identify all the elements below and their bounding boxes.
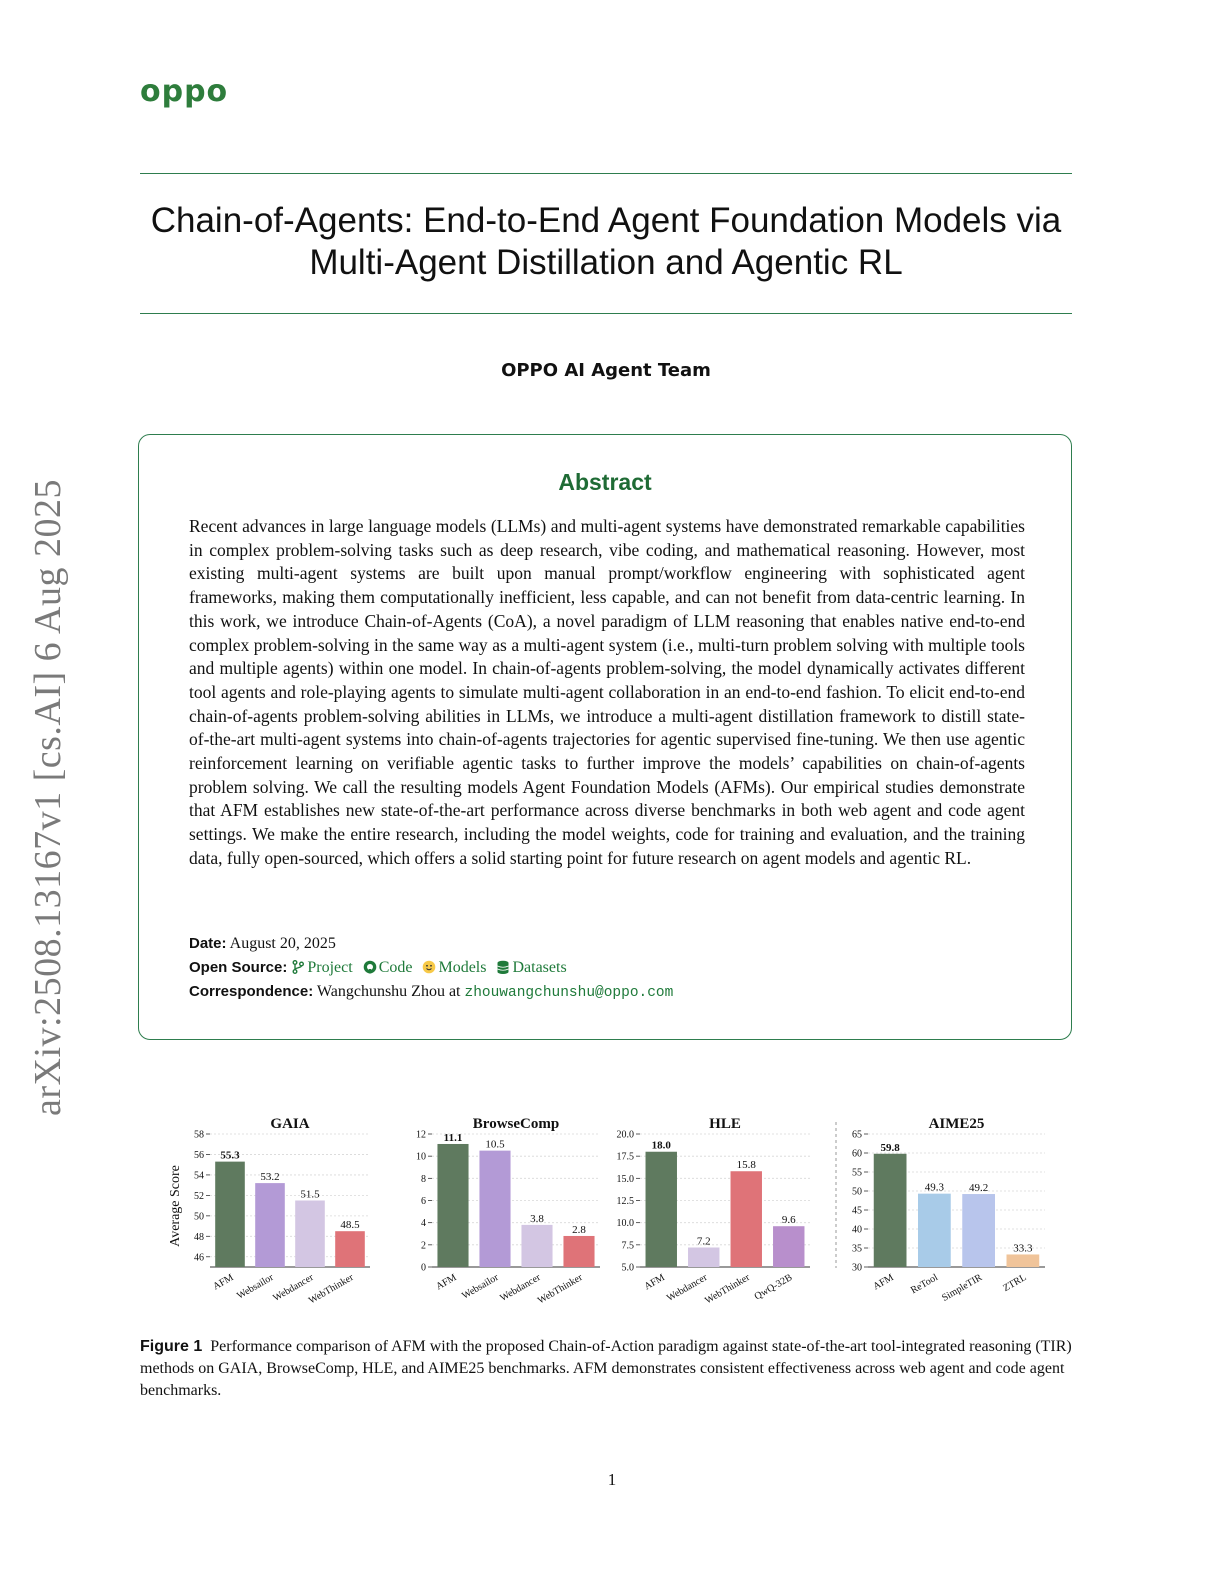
y-tick-label: 2 [421, 1240, 426, 1252]
figure-y-axis-label: Average Score [168, 1165, 183, 1247]
y-tick-label: 12 [416, 1129, 426, 1141]
y-tick-label: 60 [852, 1148, 862, 1160]
y-tick-label: 30 [852, 1262, 862, 1274]
data-label: 55.3 [220, 1149, 240, 1162]
open-source-label: Open Source: [189, 959, 288, 976]
correspondence-label: Correspondence: [189, 983, 314, 1000]
figure-charts [150, 1108, 1070, 1318]
arxiv-stamp: arXiv:2508.13167v1 [cs.AI] 6 Aug 2025 [27, 479, 69, 1116]
bar [646, 1152, 677, 1267]
bottom-rule [140, 313, 1072, 314]
data-label: 2.8 [572, 1223, 586, 1236]
git-branch-icon [291, 960, 305, 974]
caption-text: Performance comparison of AFM with the proposed Chain-of-Action paradigm against state-of-the-art tool-integrated reasoning (TIR) methods on GAIA, BrowseComp, HLE, and AIME25 benchmarks. AFM demonstrates consistent effectiveness across web agent and code agent benchmarks. [140, 1338, 1072, 1399]
data-label: 48.5 [340, 1219, 360, 1232]
hugging-face-icon [422, 960, 436, 974]
chart-title: HLE [709, 1116, 741, 1132]
open-source-line [189, 959, 567, 977]
bar [773, 1226, 804, 1267]
y-tick-label: 54 [194, 1170, 204, 1182]
y-tick-label: 40 [852, 1224, 862, 1236]
y-tick-label: 52 [194, 1190, 204, 1202]
y-tick-label: 58 [194, 1129, 204, 1141]
bar [295, 1201, 325, 1268]
x-tick-label: Webdancer [271, 1272, 316, 1304]
y-tick-label: 12.5 [616, 1196, 634, 1207]
y-tick-label: 20.0 [616, 1129, 634, 1141]
data-label: 15.8 [736, 1159, 756, 1172]
bar [1007, 1254, 1040, 1267]
data-label: 59.8 [880, 1141, 900, 1154]
y-tick-label: 55 [852, 1167, 862, 1179]
abstract-text: Recent advances in large language models (LLMs) and multi-agent systems have demonstrated remarkable capabilities in complex problem-solving tasks such as deep research, vibe coding, and mathematical reasoning. However, most existing multi-agent systems are built upon manual prompt/workflow engineering with sophisticated agent frameworks, making them computationally inefficient, less capable, and can not benefit from data-centric learning. In this work, we introduce Chain-of-Agents (CoA), a novel paradigm of LLM reasoning that enables native end-to-end complex problem-solving in the same way as a multi-agent system (i.e., multi-turn problem solving with multiple tools and multiple agents) within one model. In chain-of-agents problem-solving, the model dynamically activates different tool agents and role-playing agents to simulate multi-agent collaboration in an end-to-end fashion. To elicit end-to-end chain-of-agents problem-solving abilities in LLMs, we introduce a multi-agent distillation framework to distill state-of-the-art multi-agent systems into chain-of-agents trajectories for agentic supervised fine-tuning. We then use agentic reinforcement learning on verifiable agentic tasks to further improve the models’ capabilities on chain-of-agents problem solving. We call the resulting models Agent Foundation Models (AFMs). Our empirical studies demonstrate that AFM establishes new state-of-the-art performance across diverse benchmarks in both web agent and code agent settings. We make the entire research, including the model weights, code for training and evaluation, and the training data, fully open-sourced, which offers a solid starting point for future research on agent models and agentic RL. [189, 516, 1025, 868]
code-link[interactable]: Code [378, 959, 413, 976]
data-label: 33.3 [1013, 1242, 1033, 1255]
y-tick-label: 35 [852, 1243, 862, 1255]
title-line-2: Multi-Agent Distillation and Agentic RL [309, 243, 903, 282]
y-tick-label: 50 [194, 1211, 204, 1223]
x-tick-label: QwQ-32B [752, 1272, 795, 1303]
x-tick-label: ReTool [909, 1272, 940, 1297]
y-tick-label: 15.0 [616, 1173, 634, 1185]
top-rule [140, 173, 1072, 174]
y-tick-label: 5.0 [621, 1262, 634, 1274]
x-tick-label: AFM [871, 1272, 896, 1293]
y-tick-label: 4 [421, 1218, 426, 1230]
bar [918, 1194, 951, 1267]
data-label: 18.0 [651, 1139, 671, 1152]
x-tick-label: Websailor [460, 1272, 501, 1302]
bar [335, 1231, 365, 1267]
caption-label: Figure 1 [140, 1338, 203, 1355]
correspondence-email[interactable]: zhouwangchunshu@oppo.com [464, 985, 674, 1001]
figure-caption [140, 1336, 1072, 1402]
x-tick-label: AFM [211, 1272, 236, 1293]
database-icon [496, 960, 510, 974]
correspondence-line [189, 983, 673, 1001]
bar [437, 1144, 468, 1267]
y-tick-label: 0 [421, 1262, 426, 1274]
abstract-heading: Abstract [558, 469, 652, 495]
x-tick-label: WebThinker [535, 1272, 585, 1307]
bar [731, 1171, 762, 1267]
data-label: 53.2 [260, 1171, 280, 1184]
github-icon [363, 960, 377, 974]
x-tick-label: Webdancer [665, 1272, 710, 1304]
title-line-1: Chain-of-Agents: End-to-End Agent Foundation Models via [150, 201, 1062, 240]
oppo-logo: oppo [140, 74, 229, 109]
chart-title: AIME25 [928, 1116, 985, 1132]
x-tick-label: SimpleTIR [940, 1272, 985, 1304]
data-label: 11.1 [443, 1131, 463, 1144]
x-tick-label: AFM [642, 1272, 667, 1293]
data-label: 9.6 [781, 1214, 796, 1227]
bar [521, 1225, 552, 1267]
bar [563, 1236, 594, 1267]
y-tick-label: 65 [852, 1129, 862, 1141]
figure-1 [150, 1108, 1070, 1318]
y-tick-label: 48 [194, 1231, 204, 1243]
x-tick-label: Webdancer [498, 1272, 543, 1304]
y-tick-label: 56 [194, 1149, 204, 1161]
abstract-box [138, 434, 1072, 1040]
x-tick-label: WebThinker [703, 1272, 752, 1307]
data-label: 10.5 [485, 1138, 505, 1151]
author-team: OPPO AI Agent Team [501, 360, 711, 381]
x-tick-label: WebThinker [306, 1272, 356, 1307]
x-tick-label: ZTRL [1001, 1272, 1029, 1295]
bar [688, 1247, 719, 1267]
y-tick-label: 45 [852, 1205, 862, 1217]
bar [255, 1183, 285, 1267]
bar [215, 1162, 245, 1267]
data-label: 3.8 [530, 1212, 544, 1225]
y-tick-label: 50 [852, 1186, 862, 1198]
correspondence-name: Wangchunshu Zhou at [316, 983, 461, 1000]
y-tick-label: 6 [421, 1196, 426, 1207]
date-line [189, 935, 336, 953]
y-tick-label: 46 [194, 1252, 204, 1264]
date-value: August 20, 2025 [229, 935, 336, 952]
y-tick-label: 8 [421, 1173, 426, 1185]
datasets-link[interactable]: Datasets [512, 959, 567, 976]
bar [874, 1154, 907, 1267]
chart-title: BrowseComp [472, 1116, 560, 1132]
date-label: Date: [189, 935, 227, 952]
y-tick-label: 10 [416, 1151, 426, 1163]
models-link[interactable]: Models [438, 959, 487, 976]
bar [962, 1194, 995, 1267]
y-tick-label: 17.5 [616, 1151, 634, 1163]
data-label: 7.2 [696, 1235, 711, 1248]
data-label: 49.3 [924, 1181, 944, 1194]
project-link[interactable]: Project [307, 959, 353, 976]
data-label: 51.5 [300, 1188, 320, 1201]
page-number: 1 [607, 1470, 617, 1489]
bar [479, 1151, 510, 1267]
y-tick-label: 7.5 [621, 1240, 634, 1252]
x-tick-label: Websailor [235, 1272, 276, 1302]
paper-title [140, 200, 1072, 284]
y-tick-label: 10.0 [616, 1218, 634, 1230]
x-tick-label: AFM [434, 1272, 459, 1293]
data-label: 49.2 [969, 1182, 989, 1195]
chart-title: GAIA [270, 1116, 310, 1132]
